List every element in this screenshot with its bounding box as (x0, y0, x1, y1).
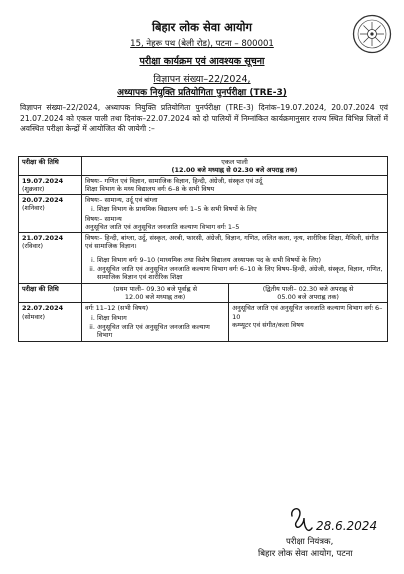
table-row (19, 195, 388, 232)
subject-line: विषयः– गणित एवं विज्ञान, सामाजिक विज्ञान, हिन्दी, अंग्रेजी, संस्कृत एवं उर्दू (85, 177, 263, 186)
second-shift-time-1: (द्वितीय पाली– 02.30 बजे अपराह्न से (262, 285, 354, 294)
intro-paragraph: विज्ञापन संख्या–22/2024, अध्यापक नियुक्ति प्रतियोगिता पुनर्परीक्षा (TRE-3) दिनांक–19.07.2024, 20.07.2024 एवं 21.07.2024 को एकल पाली तथा दिनांक–22.07.2024 को दो पालियों में निम्नांकित कार्यक्रमानुसार राज्य स्थित विभिन्न जिलों में अवस्थित परीक्षा केन्द्रों में आयोजित की जायेगी :– (20, 103, 388, 134)
row-content (82, 232, 388, 283)
header-date: परीक्षा की तिथि (19, 284, 82, 303)
category-item: ii. अनुसूचित जाति एवं अनुसूचित जनजाति कल्याण विभाग (97, 323, 225, 339)
row-content (82, 176, 388, 195)
header-date: परीक्षा की तिथि (19, 157, 82, 176)
header-second-shift (229, 284, 388, 303)
second-shift-time-2: 05.00 बजे अपराह्न तक) (277, 293, 339, 302)
footer-organisation: बिहार लोक सेवा आयोग, पटना (258, 549, 353, 559)
row-content (82, 195, 388, 232)
category-line: अनुसूचित जाति एवं अनुसूचित जनजाति कल्याण विभाग वर्गः 1–5 (85, 222, 240, 231)
subject-line: विषयः– सामान्य, उर्दू एवं बांग्ला (85, 196, 158, 205)
category-item: i. शिक्षा विभाग के प्राथमिक विद्यालय वर्गः 1–5 के सभी विषयों के लिए (97, 205, 384, 213)
row-date (19, 195, 82, 232)
advert-number-text: विज्ञापन संख्या–22/2024, (153, 74, 251, 85)
category-line: शिक्षा विभाग के मध्य विद्यालय वर्गः 6–8 के सभी विषय (85, 185, 215, 194)
date-value: 22.07.2024 (22, 304, 64, 313)
row-date (19, 232, 82, 283)
second-shift-content (229, 303, 388, 341)
header-single-shift (82, 157, 388, 176)
signature-date: 28.6.2024 (316, 519, 378, 533)
date-value: 21.07.2024 (22, 233, 64, 242)
exam-title (0, 85, 404, 98)
first-shift-category: वर्गः 11–12 (सभी विषय) (85, 304, 149, 313)
table-row (19, 303, 388, 341)
row-date (19, 303, 82, 341)
header-single-time: (12.00 बजे मध्याह्न से 02.30 बजे अपराह्न तक) (171, 166, 298, 175)
org-address (0, 38, 404, 49)
subject-line: विषयः– हिन्दी, बांग्ला, उर्दू, संस्कृत, अरबी, फारसी, अंग्रेजी, विज्ञान, गणित, ललित कला, नृत्य, शारीरिक शिक्षा, मैथिली, संगीत एवं सामाजिक विज्ञान। (85, 233, 379, 250)
notice-subtitle-text: परीक्षा कार्यक्रम एवं आवश्यक सूचना (139, 56, 265, 67)
day-value: (रविवार) (22, 241, 43, 250)
org-title: बिहार लोक सेवा आयोग (152, 20, 252, 34)
category-item: i. शिक्षा विभाग वर्गः 9–10 (माध्यमिक तथा विशेष विद्यालय अध्यापक पद के सभी विषयों के लिए) (97, 256, 384, 264)
table-row (19, 176, 388, 195)
first-shift-time-2: 12.00 बजे मध्याह्न तक) (124, 293, 186, 302)
category-list (85, 205, 384, 213)
category-list (85, 256, 384, 281)
advert-number (0, 72, 404, 85)
table-row (19, 232, 388, 283)
header-single-label: एकल पाली (221, 158, 248, 166)
first-shift-list (85, 314, 225, 339)
schedule-table (18, 156, 388, 342)
category-item: ii. अनुसूचित जाति एवं अनुसूचित जनजाति कल्याण विभाग वर्गः 6–10 के लिए विषय–हिन्दी, अंग्रेजी, संस्कृत, विज्ञान, गणित, सामाजिक विज्ञान एवं शारीरिक शिक्षा (97, 265, 384, 281)
day-value: (शनिवार) (22, 204, 45, 213)
table-header-row (19, 157, 388, 176)
second-shift-line-2: कम्प्यूटर एवं संगीत/कला विषय (232, 320, 304, 329)
first-shift-time-1: (प्रथम पाली– 09.30 बजे पूर्वाह्न से (113, 285, 198, 294)
first-shift-content (82, 303, 229, 341)
date-value: 20.07.2024 (22, 196, 64, 205)
day-value: (सोमवार) (22, 312, 45, 321)
date-value: 19.07.2024 (22, 177, 64, 186)
table-header-row-2 (19, 284, 388, 303)
notice-subtitle (0, 54, 404, 67)
second-shift-line-1: अनुसूचित जाति एवं अनुसूचित जनजाति कल्याण विभाग वर्गः 6–10 (232, 304, 383, 321)
row-date (19, 176, 82, 195)
header-first-shift (82, 284, 229, 303)
exam-title-text: अध्यापक नियुक्ति प्रतियोगिता पुनर्परीक्षा (TRE-3) (117, 88, 287, 98)
org-address-text: 15, नेहरू पथ (बेली रोड), पटना – 800001 (130, 39, 274, 49)
category-item: i. शिक्षा विभाग (97, 314, 225, 322)
subject-line-2: विषयः– सामान्य (85, 214, 122, 223)
footer-designation: परीक्षा नियंत्रक, (286, 537, 334, 547)
day-value: (शुक्रवार) (22, 185, 45, 194)
handwritten-signature (286, 502, 386, 538)
